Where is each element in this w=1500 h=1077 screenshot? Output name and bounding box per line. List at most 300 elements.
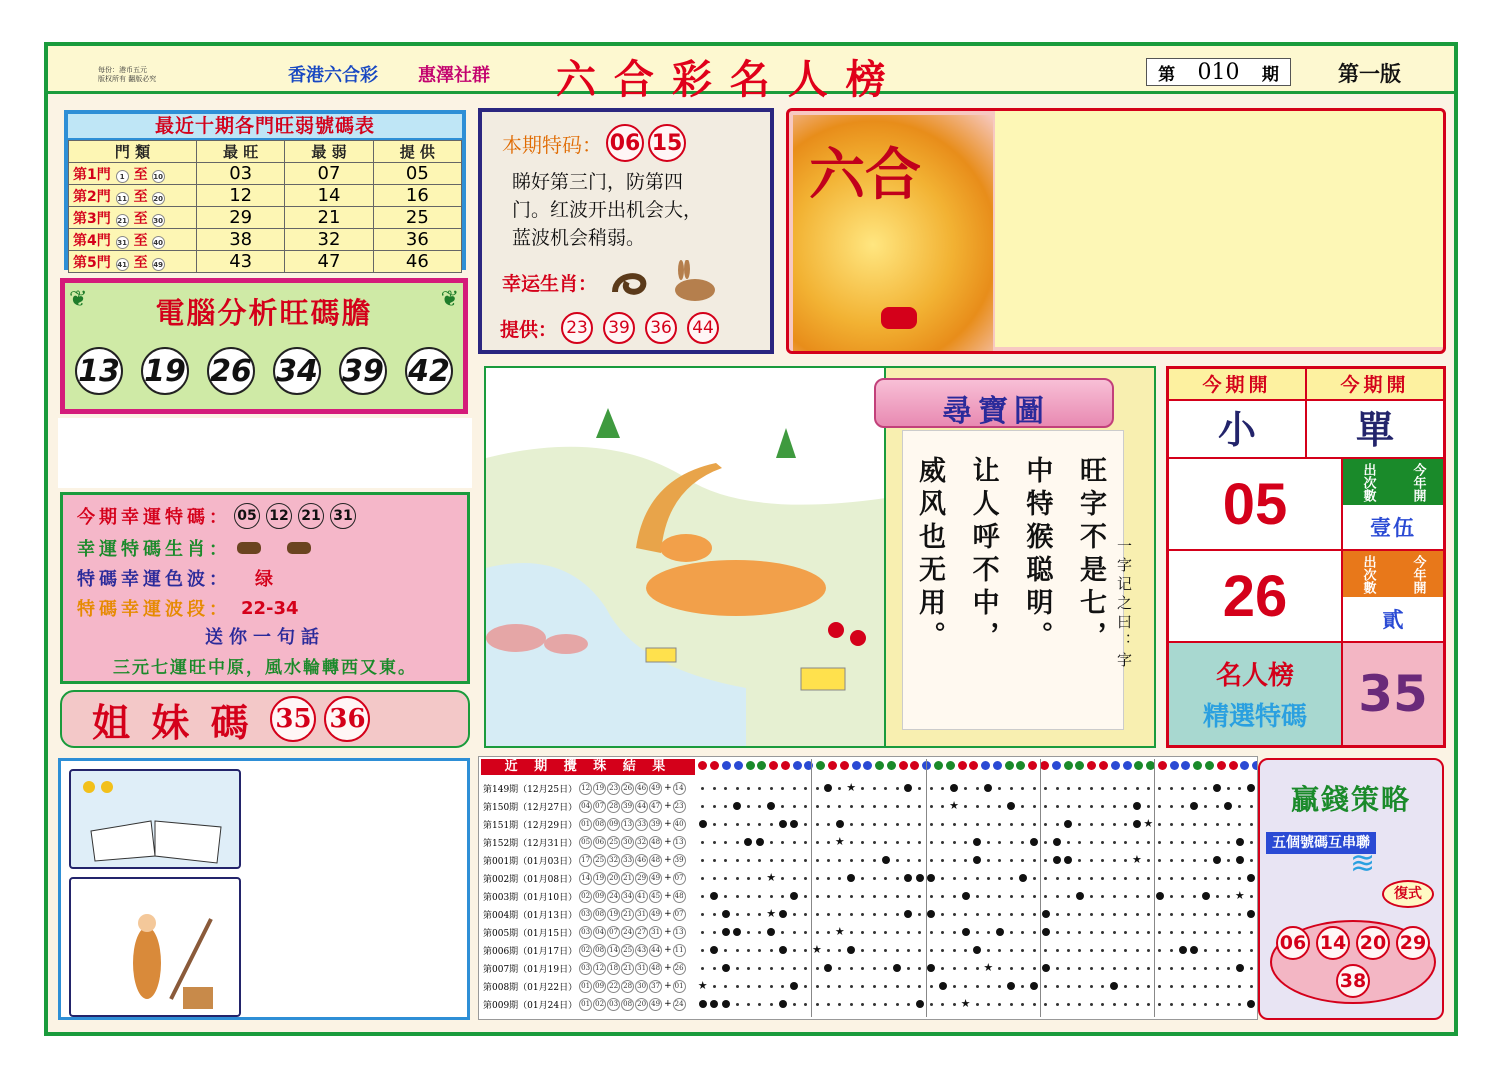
empty-dot	[918, 967, 921, 970]
special-text-line: 蓝波机会稍弱。	[512, 227, 646, 249]
empty-dot	[953, 859, 956, 862]
drawn-dot	[1133, 820, 1141, 828]
color-ball-icon	[863, 761, 872, 770]
color-ball-icon	[1064, 761, 1073, 770]
count-number-2: 26	[1169, 551, 1343, 643]
empty-dot	[1067, 895, 1070, 898]
empty-dot	[918, 895, 921, 898]
empty-dot	[953, 967, 956, 970]
result-ball: 02	[579, 890, 592, 903]
empty-dot	[1124, 949, 1127, 952]
empty-dot	[884, 913, 887, 916]
empty-dot	[1147, 967, 1150, 970]
empty-dot	[1101, 1003, 1104, 1006]
empty-dot	[918, 913, 921, 916]
empty-dot	[941, 1003, 944, 1006]
empty-dot	[804, 967, 807, 970]
color-ball-icon	[781, 761, 790, 770]
empty-dot	[964, 841, 967, 844]
empty-dot	[724, 805, 727, 808]
lucky-ball: 12	[266, 503, 292, 529]
empty-dot	[1204, 877, 1207, 880]
empty-dot	[1181, 859, 1184, 862]
empty-dot	[816, 967, 819, 970]
empty-dot	[1033, 877, 1036, 880]
poem-column: 旺字不是七，	[1074, 456, 1106, 654]
empty-dot	[1124, 967, 1127, 970]
drawn-dot	[1030, 838, 1038, 846]
color-ball-icon	[840, 761, 849, 770]
result-ball: 20	[635, 998, 648, 1011]
computer-analysis-box	[60, 278, 468, 414]
color-ball-icon	[1040, 761, 1049, 770]
drawn-dot	[710, 892, 718, 900]
saying-title: 送你一句話	[205, 627, 325, 648]
fine-print	[98, 66, 156, 84]
zodiac-row	[502, 260, 723, 304]
computer-numbers	[75, 347, 453, 395]
empty-dot	[1067, 1003, 1070, 1006]
special-star-icon: ★	[983, 961, 994, 974]
empty-dot	[861, 787, 864, 790]
result-ball: 23	[607, 782, 620, 795]
empty-dot	[770, 967, 773, 970]
result-ball: 09	[607, 818, 620, 831]
empty-dot	[1021, 859, 1024, 862]
today-label-1: 今期開	[1169, 369, 1307, 401]
empty-dot	[816, 985, 819, 988]
empty-dot	[781, 967, 784, 970]
empty-dot	[1216, 895, 1219, 898]
empty-dot	[758, 787, 761, 790]
poem-column: 威风也无用。	[914, 456, 945, 654]
result-ball: 44	[649, 944, 662, 957]
color-ball-icon	[934, 761, 943, 770]
tag-label-b: 今年開	[1410, 554, 1426, 594]
result-ball: 13	[621, 818, 634, 831]
empty-dot	[1136, 895, 1139, 898]
fame-number: 35	[1343, 643, 1443, 745]
empty-dot	[998, 913, 1001, 916]
table-row	[69, 185, 462, 207]
empty-dot	[1101, 859, 1104, 862]
empty-dot	[1147, 895, 1150, 898]
empty-dot	[1090, 931, 1093, 934]
drawn-dot	[973, 856, 981, 864]
empty-dot	[770, 949, 773, 952]
group-divider	[1154, 759, 1155, 1017]
special-star-icon: ★	[812, 943, 822, 956]
strategy-ball: 38	[1336, 964, 1370, 998]
holly-left-icon: ❦	[69, 287, 88, 312]
empty-dot	[1238, 787, 1241, 790]
result-ball: 08	[593, 944, 606, 957]
empty-dot	[758, 895, 761, 898]
empty-dot	[1170, 805, 1173, 808]
empty-dot	[1216, 931, 1219, 934]
empty-dot	[1227, 1003, 1230, 1006]
empty-dot	[884, 841, 887, 844]
result-ball: 25	[593, 854, 606, 867]
plus-sign: +	[664, 999, 672, 1009]
table-row	[69, 229, 462, 251]
empty-dot	[1170, 823, 1173, 826]
empty-dot	[1204, 967, 1207, 970]
result-row	[483, 851, 697, 869]
result-ball: 22	[607, 980, 620, 993]
result-issue: 第003期（01月10日）	[483, 892, 578, 903]
empty-dot	[1181, 967, 1184, 970]
empty-dot	[884, 805, 887, 808]
empty-dot	[827, 1003, 830, 1006]
empty-dot	[1216, 985, 1219, 988]
empty-dot	[896, 895, 899, 898]
empty-dot	[827, 895, 830, 898]
empty-dot	[930, 931, 933, 934]
empty-dot	[747, 805, 750, 808]
empty-dot	[1124, 913, 1127, 916]
empty-dot	[838, 877, 841, 880]
empty-dot	[1044, 841, 1047, 844]
empty-dot	[1021, 805, 1024, 808]
lucky-ball: 31	[330, 503, 356, 529]
empty-dot	[1010, 949, 1013, 952]
empty-dot	[1078, 823, 1081, 826]
empty-dot	[1113, 859, 1116, 862]
empty-dot	[1033, 949, 1036, 952]
empty-dot	[998, 1003, 1001, 1006]
empty-dot	[907, 967, 910, 970]
result-issue: 第152期（12月31日）	[483, 838, 578, 849]
empty-dot	[816, 913, 819, 916]
lucky-range-label: 特碼幸運波段：	[77, 599, 231, 620]
empty-dot	[1010, 841, 1013, 844]
hot-value: 12	[197, 185, 285, 207]
empty-dot	[884, 967, 887, 970]
empty-dot	[1010, 877, 1013, 880]
empty-dot	[1158, 787, 1161, 790]
empty-dot	[850, 823, 853, 826]
result-ball: 44	[635, 800, 648, 813]
range-from: 31	[116, 236, 129, 249]
treasure-title: 尋寶圖	[942, 394, 1050, 429]
empty-dot	[1056, 877, 1059, 880]
table-row	[69, 163, 462, 185]
empty-dot	[1033, 931, 1036, 934]
empty-dot	[1056, 913, 1059, 916]
drawn-dot	[927, 910, 935, 918]
today-value-1: 小	[1169, 401, 1307, 459]
special-star-icon: ★	[766, 871, 777, 884]
drawn-dot	[836, 820, 844, 828]
sage-illustration	[69, 877, 241, 1017]
empty-dot	[1227, 985, 1230, 988]
empty-dot	[758, 985, 761, 988]
result-issue: 第009期（01月24日）	[483, 1000, 578, 1011]
result-special-ball: 01	[673, 980, 686, 993]
issue-suffix: 期	[1261, 64, 1279, 85]
empty-dot	[1090, 949, 1093, 952]
drawn-dot	[1064, 856, 1072, 864]
color-ball-icon	[1229, 761, 1238, 770]
empty-dot	[1113, 823, 1116, 826]
empty-dot	[998, 985, 1001, 988]
empty-dot	[1170, 787, 1173, 790]
result-ball: 08	[593, 908, 606, 921]
empty-dot	[713, 787, 716, 790]
empty-dot	[758, 931, 761, 934]
empty-dot	[1193, 985, 1196, 988]
result-ball: 26	[621, 782, 634, 795]
drawn-dot	[847, 946, 855, 954]
empty-dot	[713, 967, 716, 970]
drawn-dot	[1042, 964, 1050, 972]
weak-value: 21	[285, 207, 373, 229]
lucky-ball: 05	[234, 503, 260, 529]
empty-dot	[964, 913, 967, 916]
empty-dot	[1250, 859, 1253, 862]
offer-ball: 39	[603, 312, 635, 344]
color-ball-icon	[1217, 761, 1226, 770]
empty-dot	[1193, 877, 1196, 880]
empty-dot	[1090, 967, 1093, 970]
result-ball: 20	[607, 872, 620, 885]
color-ball-icon	[1028, 761, 1037, 770]
empty-dot	[1124, 859, 1127, 862]
empty-dot	[964, 967, 967, 970]
empty-dot	[873, 841, 876, 844]
empty-dot	[1056, 949, 1059, 952]
plus-sign: +	[664, 927, 672, 937]
empty-dot	[770, 841, 773, 844]
empty-dot	[1216, 949, 1219, 952]
empty-dot	[1090, 985, 1093, 988]
deer-illustration	[484, 366, 888, 748]
result-ball: 29	[635, 872, 648, 885]
issue-number: 010	[1197, 59, 1240, 85]
empty-dot	[1204, 805, 1207, 808]
empty-dot	[861, 877, 864, 880]
empty-dot	[1204, 787, 1207, 790]
empty-dot	[918, 787, 921, 790]
empty-dot	[701, 859, 704, 862]
lucky-ball: 21	[298, 503, 324, 529]
empty-dot	[816, 1003, 819, 1006]
empty-dot	[1101, 967, 1104, 970]
number-ball: 39	[339, 347, 387, 395]
today-value-2: 單	[1307, 401, 1443, 459]
empty-dot	[1170, 859, 1173, 862]
empty-dot	[1136, 841, 1139, 844]
result-ball: 03	[579, 926, 592, 939]
drawn-dot	[1110, 982, 1118, 990]
result-ball: 03	[579, 962, 592, 975]
result-ball: 43	[635, 944, 648, 957]
fine-print-rights: 版权所有 翻版必究	[98, 75, 157, 83]
empty-dot	[1147, 949, 1150, 952]
empty-dot	[987, 805, 990, 808]
empty-dot	[781, 931, 784, 934]
empty-dot	[713, 823, 716, 826]
color-ball-icon	[1170, 761, 1179, 770]
result-ball: 19	[607, 908, 620, 921]
empty-dot	[1227, 949, 1230, 952]
empty-dot	[747, 913, 750, 916]
empty-dot	[1067, 985, 1070, 988]
empty-dot	[1113, 841, 1116, 844]
empty-dot	[1033, 967, 1036, 970]
color-ball-icon	[722, 761, 731, 770]
empty-dot	[1181, 931, 1184, 934]
issue-prefix: 第	[1158, 64, 1176, 85]
count-tag-1	[1343, 459, 1443, 505]
empty-dot	[1101, 877, 1104, 880]
empty-dot	[781, 841, 784, 844]
empty-dot	[713, 805, 716, 808]
empty-dot	[838, 1003, 841, 1006]
empty-dot	[1238, 931, 1241, 934]
hotcold-title: 最近十期各門旺弱號碼表	[68, 114, 462, 138]
result-ball: 49	[649, 872, 662, 885]
today-panel	[1166, 366, 1446, 748]
empty-dot	[1078, 985, 1081, 988]
empty-dot	[724, 859, 727, 862]
empty-dot	[1124, 877, 1127, 880]
empty-dot	[724, 949, 727, 952]
result-row	[483, 815, 697, 833]
empty-dot	[1158, 931, 1161, 934]
empty-dot	[758, 823, 761, 826]
color-ball-icon	[993, 761, 1002, 770]
lucky-color-label: 特碼幸運色波：	[77, 569, 231, 590]
empty-dot	[1101, 823, 1104, 826]
empty-dot	[781, 805, 784, 808]
goat-icon	[287, 542, 311, 554]
computer-title: 電腦分析旺碼膽	[155, 296, 373, 330]
result-ball: 07	[607, 926, 620, 939]
empty-dot	[724, 787, 727, 790]
empty-dot	[1170, 1003, 1173, 1006]
empty-dot	[1147, 985, 1150, 988]
empty-dot	[873, 805, 876, 808]
hot-value: 38	[197, 229, 285, 251]
empty-dot	[1033, 823, 1036, 826]
empty-dot	[998, 859, 1001, 862]
plus-sign: +	[664, 801, 672, 811]
gem-icon	[881, 307, 917, 329]
snake-icon	[607, 262, 657, 302]
empty-dot	[861, 931, 864, 934]
empty-dot	[1216, 823, 1219, 826]
empty-dot	[1021, 841, 1024, 844]
empty-dot	[1158, 841, 1161, 844]
empty-dot	[736, 877, 739, 880]
drawn-dot	[1190, 946, 1198, 954]
empty-dot	[1067, 841, 1070, 844]
empty-dot	[827, 949, 830, 952]
empty-dot	[747, 985, 750, 988]
empty-dot	[804, 1003, 807, 1006]
group-divider	[1040, 759, 1041, 1017]
empty-dot	[884, 895, 887, 898]
result-ball: 14	[607, 944, 620, 957]
empty-dot	[713, 859, 716, 862]
lucky-zodiac-label: 幸運特碼生肖：	[77, 539, 231, 560]
offer-ball: 23	[561, 312, 593, 344]
special-star-icon: ★	[1143, 817, 1154, 830]
result-ball: 09	[593, 890, 606, 903]
empty-dot	[701, 877, 704, 880]
empty-dot	[827, 913, 830, 916]
drawn-dot	[1007, 802, 1015, 810]
empty-dot	[1078, 859, 1081, 862]
empty-dot	[1227, 823, 1230, 826]
empty-dot	[1010, 823, 1013, 826]
strategy-ball: 14	[1316, 926, 1350, 960]
empty-dot	[861, 805, 864, 808]
hotcold-panel	[64, 110, 466, 270]
drawn-dot	[904, 874, 912, 882]
empty-dot	[793, 805, 796, 808]
empty-dot	[713, 913, 716, 916]
empty-dot	[1204, 841, 1207, 844]
result-row	[483, 959, 697, 977]
empty-dot	[1067, 913, 1070, 916]
empty-dot	[1170, 967, 1173, 970]
plus-sign: +	[664, 819, 672, 829]
color-ball-icon	[910, 761, 919, 770]
empty-dot	[816, 841, 819, 844]
plus-sign: +	[664, 837, 672, 847]
drawn-dot	[710, 946, 718, 954]
empty-dot	[713, 841, 716, 844]
empty-dot	[1101, 895, 1104, 898]
result-issue: 第002期（01月08日）	[483, 874, 578, 885]
empty-dot	[964, 805, 967, 808]
drawn-dot	[847, 874, 855, 882]
drawn-dot	[1156, 892, 1164, 900]
strategy-ball: 20	[1356, 926, 1390, 960]
plus-sign: +	[664, 981, 672, 991]
empty-dot	[736, 985, 739, 988]
lucky-range-value: 22-34	[241, 597, 299, 619]
empty-dot	[1147, 859, 1150, 862]
empty-dot	[1204, 1003, 1207, 1006]
result-ball: 02	[593, 998, 606, 1011]
empty-dot	[873, 859, 876, 862]
empty-dot	[1158, 913, 1161, 916]
drawn-dot	[779, 1000, 787, 1008]
publisher-name: 香港六合彩	[288, 65, 378, 86]
empty-dot	[861, 913, 864, 916]
empty-dot	[816, 823, 819, 826]
zhi-label: 至	[133, 166, 148, 183]
ox-icon	[237, 542, 261, 554]
result-special-ball: 13	[673, 836, 686, 849]
drawn-dot	[927, 874, 935, 882]
empty-dot	[1021, 949, 1024, 952]
empty-dot	[1056, 805, 1059, 808]
empty-dot	[1227, 931, 1230, 934]
empty-dot	[976, 877, 979, 880]
empty-dot	[1044, 787, 1047, 790]
empty-dot	[918, 985, 921, 988]
result-ball: 24	[607, 890, 620, 903]
edition-label: 第一版	[1338, 62, 1401, 86]
empty-dot	[1113, 895, 1116, 898]
empty-dot	[1078, 1003, 1081, 1006]
empty-dot	[941, 823, 944, 826]
